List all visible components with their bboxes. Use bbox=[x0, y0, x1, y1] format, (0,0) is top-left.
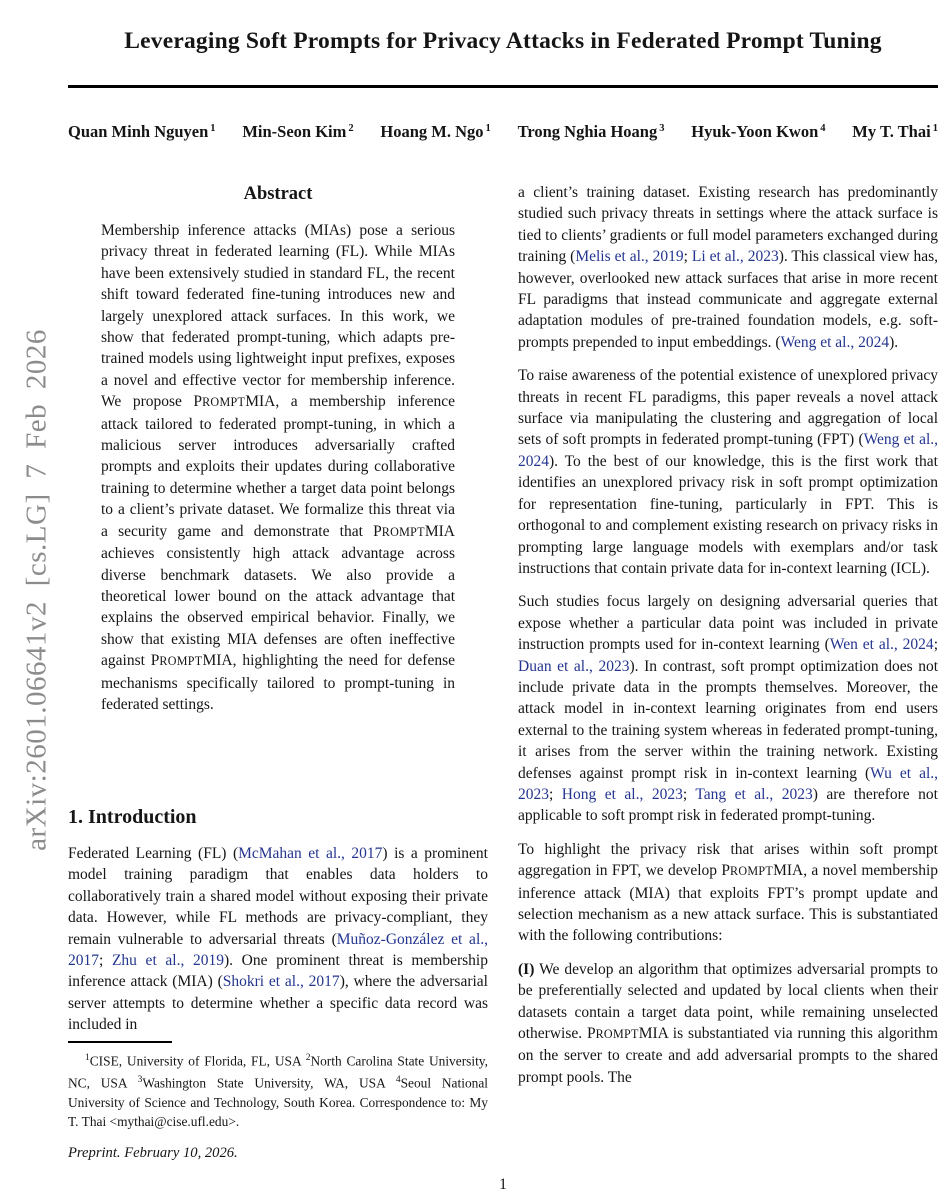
author-affiliation-marker: 1 bbox=[485, 122, 491, 134]
author-affiliation-marker: 3 bbox=[659, 122, 665, 134]
body-paragraph: Such studies focus largely on designing adversarial queries that expose whether a particular data point was included in private instruction prompts used for in-context learning (Wen et al., 2024; Duan et al., 2023). In contrast, soft prompt optimization does not include private data in the prompts themselves. Moreover, the attack model in in-context learning originates from end users external to the training system whereas in federated prompt-tuning, it arises from the server within the training network. Existing defenses against prompt risk in in-context learning (Wu et al., 2023; Hong et al., 2023; Tang et al., 2023) are therefore not applicable to soft prompt risk in federated prompt-tuning. bbox=[518, 593, 939, 825]
citation-link[interactable]: McMahan et al., 2017 bbox=[238, 845, 383, 862]
citation-link[interactable]: Shokri et al., 2017 bbox=[222, 973, 340, 991]
citation-link[interactable]: Wu et al., 2023 bbox=[518, 764, 938, 803]
citation-link[interactable]: Wen et al., 2024 bbox=[829, 636, 934, 654]
author-name: Quan Minh Nguyen $^1$ bbox=[68, 122, 216, 141]
citation-link[interactable]: Li et al., 2023 bbox=[691, 248, 779, 266]
author-name: Min-Seon Kim $^2$ bbox=[242, 122, 354, 141]
author-name: Hoang M. Ngo $^1$ bbox=[380, 122, 491, 141]
citation-link[interactable]: Tang et al., 2023 bbox=[695, 785, 813, 803]
two-column-body bbox=[68, 182, 938, 1162]
title-rule bbox=[68, 85, 938, 88]
citation-link[interactable]: Duan et al., 2023 bbox=[518, 657, 630, 675]
author-name: Trong Nghia Hoang $^3$ bbox=[517, 122, 665, 141]
footnote-rule bbox=[68, 1041, 172, 1043]
author-name: My T. Thai $^1$ bbox=[852, 122, 938, 141]
citation-link[interactable]: Hong et al., 2023 bbox=[561, 785, 683, 803]
paper-title: Leveraging Soft Prompts for Privacy Attacks in Federated Prompt Tuning bbox=[124, 28, 882, 54]
body-paragraph: To highlight the privacy risk that arises within soft prompt aggregation in FPT, we develop PROMPTMIA, a novel membership inference attack (MIA) that exploits FPT’s prompt update and selection mechanism as a new attack surface. This is substantiated with the following contributions: bbox=[518, 840, 938, 945]
citation-link[interactable]: Zhu et al., 2019 bbox=[111, 952, 224, 970]
citation-link[interactable]: Weng et al., 2024 bbox=[780, 333, 890, 351]
page-number: 1 bbox=[499, 1176, 507, 1193]
author-name: Hyuk-Yoon Kwon $^4$ bbox=[691, 122, 826, 141]
author-affiliation-marker: 1 bbox=[932, 122, 938, 134]
author-affiliation-marker: 4 bbox=[820, 122, 826, 134]
body-paragraph: (I) We develop an algorithm that optimizes adversarial prompts to be preferentially selected and updated by local clients when their datasets contain a target data point, while remaining unselected otherwise. PROMPTMIA is substantiated via running this algorithm on the server to create and add adversarial prompts to the shared prompt pools. The bbox=[518, 960, 938, 1086]
footnote-block bbox=[68, 1041, 488, 1162]
body-paragraph: a client’s training dataset. Existing research has predominantly studied such privacy threats in settings where the attack surface is tied to clients’ gradients or full model parameters exchanged during training (Melis et al., 2019; Li et al., 2023). This classical view has, however, overlooked new attack surfaces that arise in more recent FL paradigms that instead communicate and aggregate external adaptation modules of pre-trained foundation models, e.g. soft-prompts prepended to input embeddings. (Weng et al., 2024). bbox=[518, 184, 939, 351]
right-column bbox=[518, 182, 938, 1162]
introduction-paragraph: Federated Learning (FL) (McMahan et al., 2017) is a prominent model training paradigm that enables data holders to collaboratively train a shared model without exposing their private data. However, while FL methods are privacy-compliant, they remain vulnerable to adversarial threats (Muñoz-González et al., 2017; Zhu et al., 2019). One prominent threat is membership inference attack (MIA) (Shokri et al., 2017), where the adversarial server attempts to determine whether a specific data record was included in bbox=[68, 845, 488, 1034]
citation-link[interactable]: Weng et al., 2024 bbox=[518, 431, 939, 470]
affiliation-footnote: $^1$CISE, University of Florida, FL, USA $^2$North Carolina State University, NC, USA $^3$Washington State University, WA, USA $^4$Seoul National University of Science and Technology, South Korea. Correspondence to: My T. Thai <mythai@cise.ufl.edu>. bbox=[68, 1052, 488, 1130]
author-affiliation-marker: 2 bbox=[348, 122, 354, 134]
abstract-text: Membership inference attacks (MIAs) pose a serious privacy threat in federated learning (FL). While MIAs have been extensively studied in standard FL, the recent shift toward federated fine-tuning introduces new and largely unexplored attack surfaces. In this work, we show that federated prompt-tuning, which adapts pre-trained models using lightweight input prefixes, exposes a novel and effective vector for membership inference. We propose PROMPTMIA, a membership inference attack tailored to federated prompt-tuning, in which a malicious server introduces adversarially crafted prompts and exploits their updates during collaborative training to determine whether a target data point belongs to a client’s private dataset. We formalize this threat via a security game and demonstrate that PROMPTMIA achieves consistently high attack advantage across diverse benchmark datasets. We also provide a theoretical lower bound on the attack advantage that explains the observed empirical behavior. Finally, we show that existing MIA defenses are often ineffective against PROMPTMIA, highlighting the need for defense mechanisms specifically tailored to prompt-tuning in federated settings. bbox=[101, 222, 455, 713]
abstract-section bbox=[68, 182, 488, 806]
author-affiliation-marker: 1 bbox=[210, 122, 216, 134]
author-line bbox=[68, 122, 938, 142]
preprint-date-note: Preprint. February 10, 2026. bbox=[68, 1145, 238, 1161]
body-paragraph: To raise awareness of the potential existence of unexplored privacy threats in recent FL paradigms, this paper reveals a novel attack surface via manipulating the clustering and aggregation of local sets of soft prompts in federated prompt-tuning (FPT) (Weng et al., 2024). To the best of our knowledge, this is the first work that identifies an unexplored privacy risk in soft prompt optimization for representation fine-tuning, particularly in FPT. This is orthogonal to and complement existing research on privacy risks in prompting large language models with exemplars and/or task instructions that contain private data for in-context learning (ICL). bbox=[518, 367, 939, 577]
section-heading-introduction: 1. Introduction bbox=[68, 806, 197, 828]
left-column bbox=[68, 182, 488, 1162]
citation-link[interactable]: Muñoz-González et al., 2017 bbox=[68, 930, 488, 970]
arxiv-watermark: arXiv:2601.06641v2 [cs.LG] 7 Feb 2026 bbox=[20, 329, 53, 851]
abstract-heading: Abstract bbox=[243, 184, 313, 204]
citation-link[interactable]: Melis et al., 2019 bbox=[575, 248, 684, 266]
